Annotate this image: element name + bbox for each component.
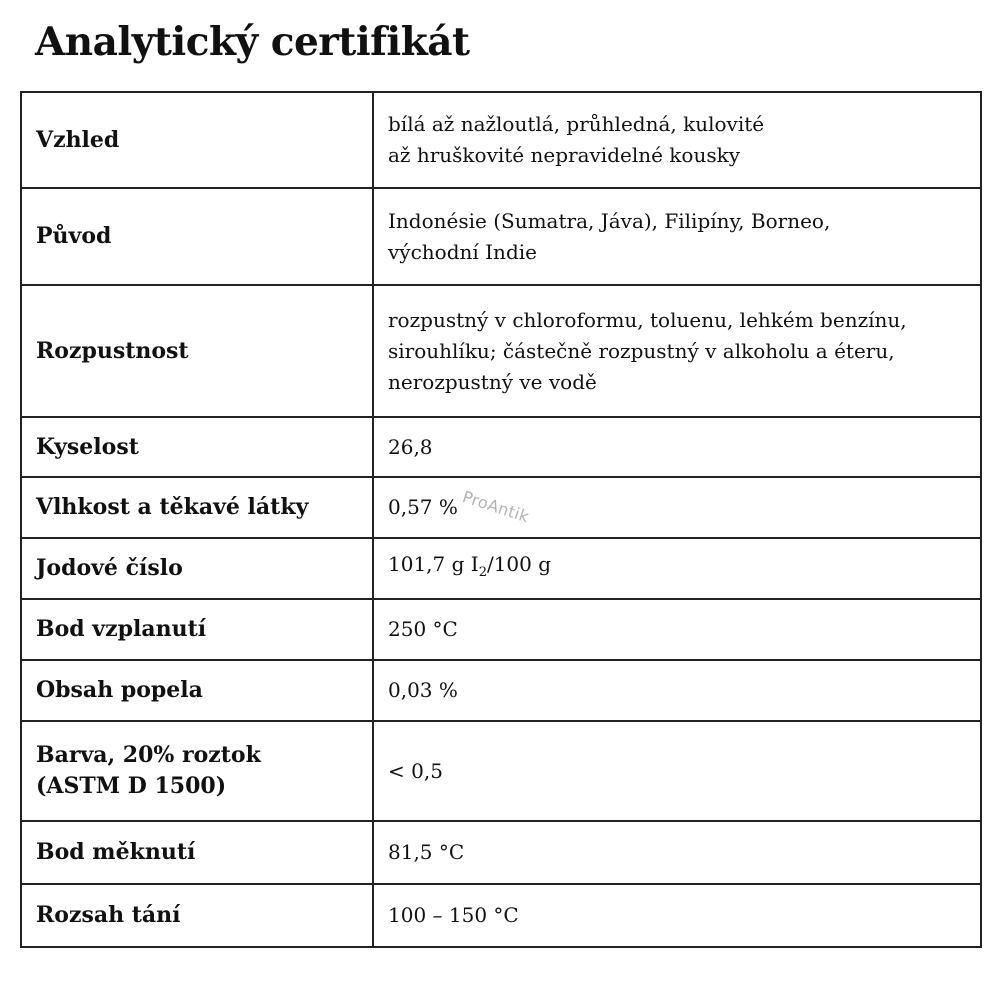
row-label-appearance — [21, 92, 373, 188]
row-value-color — [373, 721, 981, 821]
row-value-solubility — [373, 285, 981, 417]
row-label-softening-point — [21, 821, 373, 884]
label-line: Vlhkost a těkavé látky — [36, 494, 309, 520]
table-row — [21, 188, 981, 285]
label-line: Původ — [36, 223, 112, 249]
row-label-ash-content — [21, 660, 373, 721]
table-row — [21, 417, 981, 477]
row-label-melting-range — [21, 884, 373, 947]
row-value-acidity — [373, 417, 981, 477]
label-line: Bod měknutí — [36, 839, 196, 865]
label-line: (ASTM D 1500) — [36, 773, 227, 799]
value-subscript: 2 — [478, 565, 487, 580]
value-line: 81,5 °C — [388, 840, 465, 864]
value-line: 0,03 % — [388, 678, 458, 702]
row-label-solubility — [21, 285, 373, 417]
label-line: Rozsah tání — [36, 902, 181, 928]
value-line: nerozpustný ve vodě — [388, 369, 597, 394]
value-line: 26,8 — [388, 434, 433, 459]
value-line: až hruškovité nepravidelné kousky — [388, 143, 741, 167]
table-row — [21, 721, 981, 821]
row-label-moisture — [21, 477, 373, 538]
table-row — [21, 599, 981, 660]
value-suffix: /100 g — [486, 552, 552, 576]
table-row — [21, 660, 981, 721]
row-value-softening-point — [373, 821, 981, 884]
certificate-table — [20, 91, 982, 948]
watermark: ProAntik — [460, 487, 532, 527]
value-line: východní Indie — [388, 239, 537, 264]
label-line: Rozpustnost — [36, 337, 189, 364]
row-label-color — [21, 721, 373, 821]
value-line: 100 – 150 °C — [388, 903, 519, 927]
table-row — [21, 538, 981, 599]
label-line: Vzhled — [36, 126, 120, 153]
label-line: Jodové číslo — [36, 555, 183, 581]
value-line: bílá až nažloutlá, průhledná, kulovité — [388, 112, 765, 136]
value-line: sirouhlíku; částečně rozpustný v alkoholu a éteru, — [388, 338, 895, 363]
value-line — [388, 549, 980, 588]
row-value-iodine-number — [373, 538, 981, 599]
row-value-appearance — [373, 92, 981, 188]
row-label-origin — [21, 188, 373, 285]
label-line: Bod vzplanutí — [36, 616, 207, 642]
value-line: 0,57 % — [388, 495, 458, 519]
row-value-flash-point — [373, 599, 981, 660]
row-label-flash-point — [21, 599, 373, 660]
row-label-iodine-number — [21, 538, 373, 599]
value-line: < 0,5 — [388, 758, 443, 783]
table-row — [21, 285, 981, 417]
value-line: Indonésie (Sumatra, Jáva), Filipíny, Borneo, — [388, 208, 831, 233]
label-line: Obsah popela — [36, 677, 203, 703]
row-label-acidity — [21, 417, 373, 477]
table-row — [21, 884, 981, 947]
row-value-melting-range — [373, 884, 981, 947]
row-value-origin — [373, 188, 981, 285]
table-row — [21, 821, 981, 884]
value-line: 250 °C — [388, 617, 458, 641]
page-title: Analytický certifikát — [35, 19, 470, 65]
table-row — [21, 477, 981, 538]
row-value-ash-content — [373, 660, 981, 721]
label-line: Barva, 20% roztok — [36, 742, 261, 768]
label-line: Kyselost — [36, 433, 139, 460]
table-row — [21, 92, 981, 188]
row-value-moisture — [373, 477, 981, 538]
value-prefix: 101,7 g I — [388, 552, 479, 576]
value-line: rozpustný v chloroformu, toluenu, lehkém benzínu, — [388, 307, 907, 332]
